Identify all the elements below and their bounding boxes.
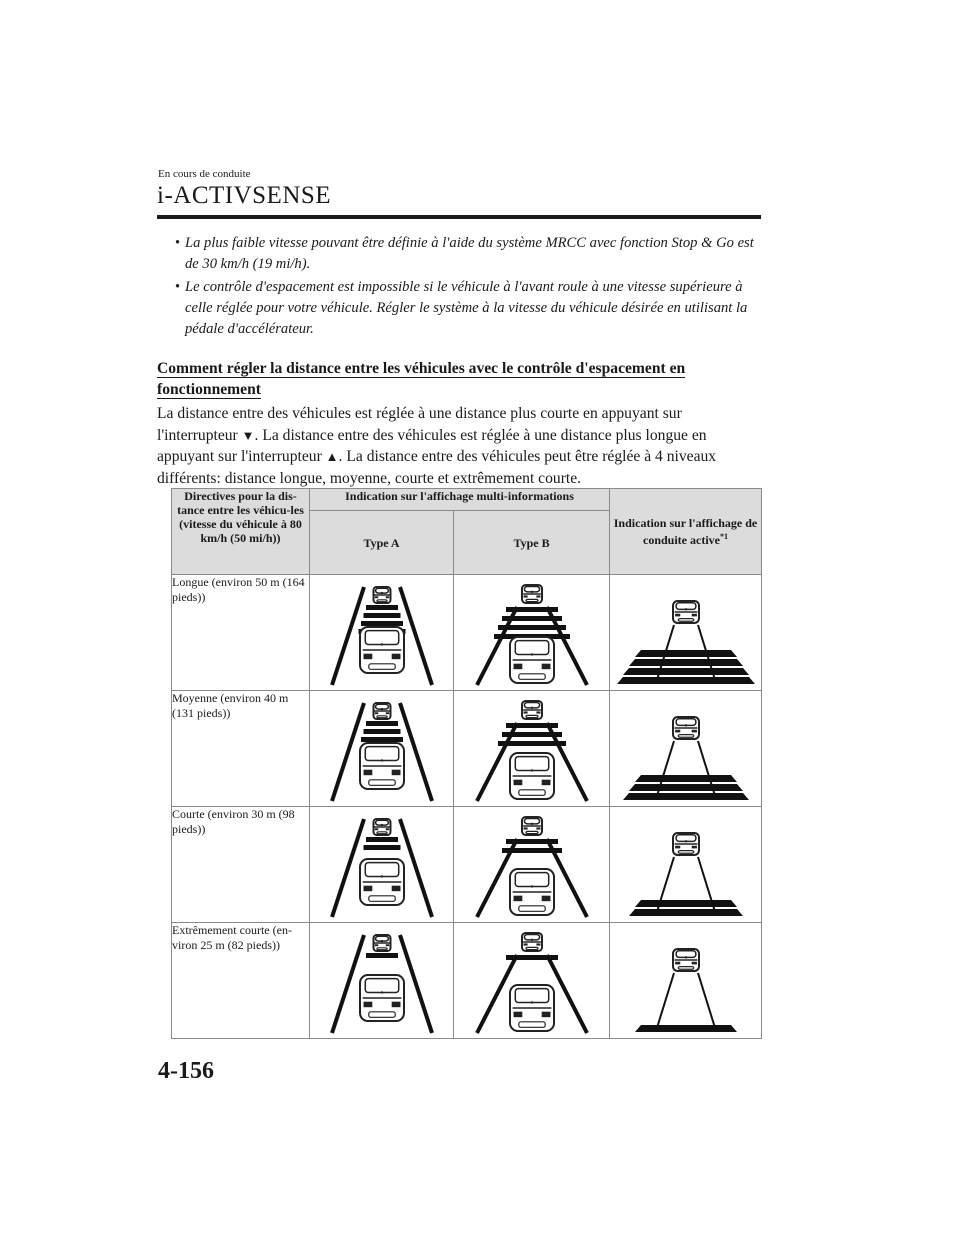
distance-bar bbox=[506, 955, 558, 960]
triangle-up-icon: ▲ bbox=[325, 449, 339, 464]
type-a-cell bbox=[310, 575, 454, 691]
ads-cell bbox=[610, 575, 762, 691]
distance-bar bbox=[363, 729, 400, 734]
type-b-cell bbox=[454, 575, 610, 691]
col-ads-header bbox=[610, 489, 762, 575]
distance-bar bbox=[635, 650, 737, 657]
type-b-cell bbox=[454, 923, 610, 1039]
header-rule bbox=[157, 215, 761, 219]
distance-label: Longue (environ 50 m (164 pieds)) bbox=[172, 575, 310, 691]
distance-bar bbox=[635, 1025, 737, 1032]
chapter-title: i-ACTIVSENSE bbox=[157, 182, 332, 209]
distance-label: Moyenne (environ 40 m (131 pieds)) bbox=[172, 691, 310, 807]
table-row bbox=[172, 923, 762, 1039]
own-car-icon bbox=[360, 859, 404, 905]
own-car-icon bbox=[510, 985, 554, 1031]
lead-car-icon bbox=[673, 717, 699, 739]
active-driving-display-icon bbox=[616, 695, 756, 803]
table-row bbox=[172, 807, 762, 923]
ads-cell bbox=[610, 807, 762, 923]
own-car-icon bbox=[510, 637, 554, 683]
table-row bbox=[172, 575, 762, 691]
distance-bar bbox=[506, 839, 558, 844]
distance-bar bbox=[506, 607, 558, 612]
distance-bar bbox=[366, 953, 398, 958]
active-driving-display-icon bbox=[616, 811, 756, 919]
type-a-display-icon bbox=[322, 811, 442, 919]
distance-bar bbox=[502, 732, 562, 737]
distance-bar bbox=[498, 741, 566, 746]
page-number: 4-156 bbox=[158, 1058, 214, 1084]
note-text: La plus faible vitesse pouvant être définie à l'aide du système MRCC avec fonction Stop & Go est de 30 km/h (19 mi/h). bbox=[185, 235, 754, 272]
distance-bar bbox=[629, 909, 743, 916]
type-a-display-icon bbox=[322, 579, 442, 687]
footnote-marker: *1 bbox=[720, 532, 728, 541]
type-b-cell bbox=[454, 807, 610, 923]
lead-car-icon bbox=[673, 833, 699, 855]
distance-bar bbox=[506, 723, 558, 728]
type-a-cell bbox=[310, 923, 454, 1039]
distance-bar bbox=[363, 845, 400, 850]
note-text: Le contrôle d'espacement est impossible si le véhicule à l'avant roule à une vitesse supérieure à celle réglée pour votre véhicule. Régler le système à la vitesse du véhicule désirée en utilisant la pédale d'accélérateur. bbox=[185, 279, 748, 337]
distance-bar bbox=[366, 721, 398, 726]
table-row bbox=[172, 691, 762, 807]
distance-table bbox=[171, 488, 762, 1039]
lead-car-icon bbox=[522, 585, 542, 603]
distance-bar bbox=[363, 613, 400, 618]
type-b-display-icon bbox=[467, 579, 597, 687]
lead-car-icon bbox=[373, 703, 390, 719]
col-distance-header: Directives pour la dis-tance entre les véhicu-les (vitesse du véhicule à 80 km/h (50 mi/h)) bbox=[172, 489, 310, 575]
lead-car-icon bbox=[373, 587, 390, 603]
triangle-down-icon: ▼ bbox=[241, 427, 255, 443]
ads-cell bbox=[610, 691, 762, 807]
distance-bar bbox=[502, 616, 562, 621]
active-driving-display-icon bbox=[616, 927, 756, 1035]
body-paragraph bbox=[157, 403, 761, 489]
type-a-display-icon bbox=[322, 927, 442, 1035]
lead-car-icon bbox=[522, 701, 542, 719]
own-car-icon bbox=[510, 869, 554, 915]
distance-bar bbox=[623, 793, 749, 800]
type-a-cell bbox=[310, 691, 454, 807]
bullet-icon: • bbox=[175, 235, 181, 251]
lane-line-right bbox=[698, 973, 716, 1031]
lane-line-left bbox=[656, 973, 674, 1031]
type-b-cell bbox=[454, 691, 610, 807]
type-b-header: Type B bbox=[454, 511, 610, 575]
subsection-heading bbox=[157, 358, 757, 400]
section-title: En cours de conduite bbox=[158, 168, 251, 180]
para-text: . La distance entre des véhicules est réglée à une distance plus longue en appuyant sur l'interrupteur bbox=[157, 426, 707, 465]
own-car-icon bbox=[360, 743, 404, 789]
distance-bar bbox=[617, 677, 755, 684]
type-b-display-icon bbox=[467, 811, 597, 919]
lead-car-icon bbox=[373, 819, 390, 835]
distance-bar bbox=[502, 848, 562, 853]
type-b-display-icon bbox=[467, 695, 597, 803]
distance-bar bbox=[498, 625, 566, 630]
para-text: . La distance entre des véhicules peut être réglée à 4 niveaux différents: distance longue, moyenne, courte et extrêmement courte. bbox=[157, 448, 717, 487]
ads-header-text: Indication sur l'affichage de conduite active bbox=[613, 516, 758, 547]
type-a-cell bbox=[310, 807, 454, 923]
own-car-icon bbox=[360, 627, 404, 673]
own-car-icon bbox=[360, 975, 404, 1021]
distance-bar bbox=[629, 784, 743, 791]
type-b-display-icon bbox=[467, 927, 597, 1035]
distance-bar bbox=[361, 737, 403, 742]
distance-bar bbox=[629, 659, 743, 666]
lead-car-icon bbox=[373, 935, 390, 951]
lead-car-icon bbox=[522, 817, 542, 835]
para-text: La distance entre des véhicules est réglée à une distance plus courte en appuyant sur l'interrupteur bbox=[157, 405, 682, 444]
distance-bar bbox=[366, 605, 398, 610]
distance-bar bbox=[361, 621, 403, 626]
lead-car-icon bbox=[673, 949, 699, 971]
bullet-icon: • bbox=[175, 279, 181, 295]
distance-bar bbox=[635, 900, 737, 907]
lead-car-icon bbox=[522, 933, 542, 951]
type-a-display-icon bbox=[322, 695, 442, 803]
distance-label: Extrêmement courte (en-viron 25 m (82 pieds)) bbox=[172, 923, 310, 1039]
ads-cell bbox=[610, 923, 762, 1039]
distance-bar bbox=[623, 668, 749, 675]
type-a-header: Type A bbox=[310, 511, 454, 575]
own-car-icon bbox=[510, 753, 554, 799]
lead-car-icon bbox=[673, 601, 699, 623]
col-mid-header: Indication sur l'affichage multi-informations bbox=[310, 489, 610, 511]
note-item bbox=[157, 233, 767, 275]
note-item bbox=[157, 277, 767, 340]
distance-label: Courte (environ 30 m (98 pieds)) bbox=[172, 807, 310, 923]
heading-text: Comment régler la distance entre les véhicules avec le contrôle d'espacement en fonctionnement bbox=[157, 360, 686, 398]
distance-bar bbox=[635, 775, 737, 782]
notes-list bbox=[157, 233, 767, 342]
distance-bar bbox=[366, 837, 398, 842]
active-driving-display-icon bbox=[616, 579, 756, 687]
